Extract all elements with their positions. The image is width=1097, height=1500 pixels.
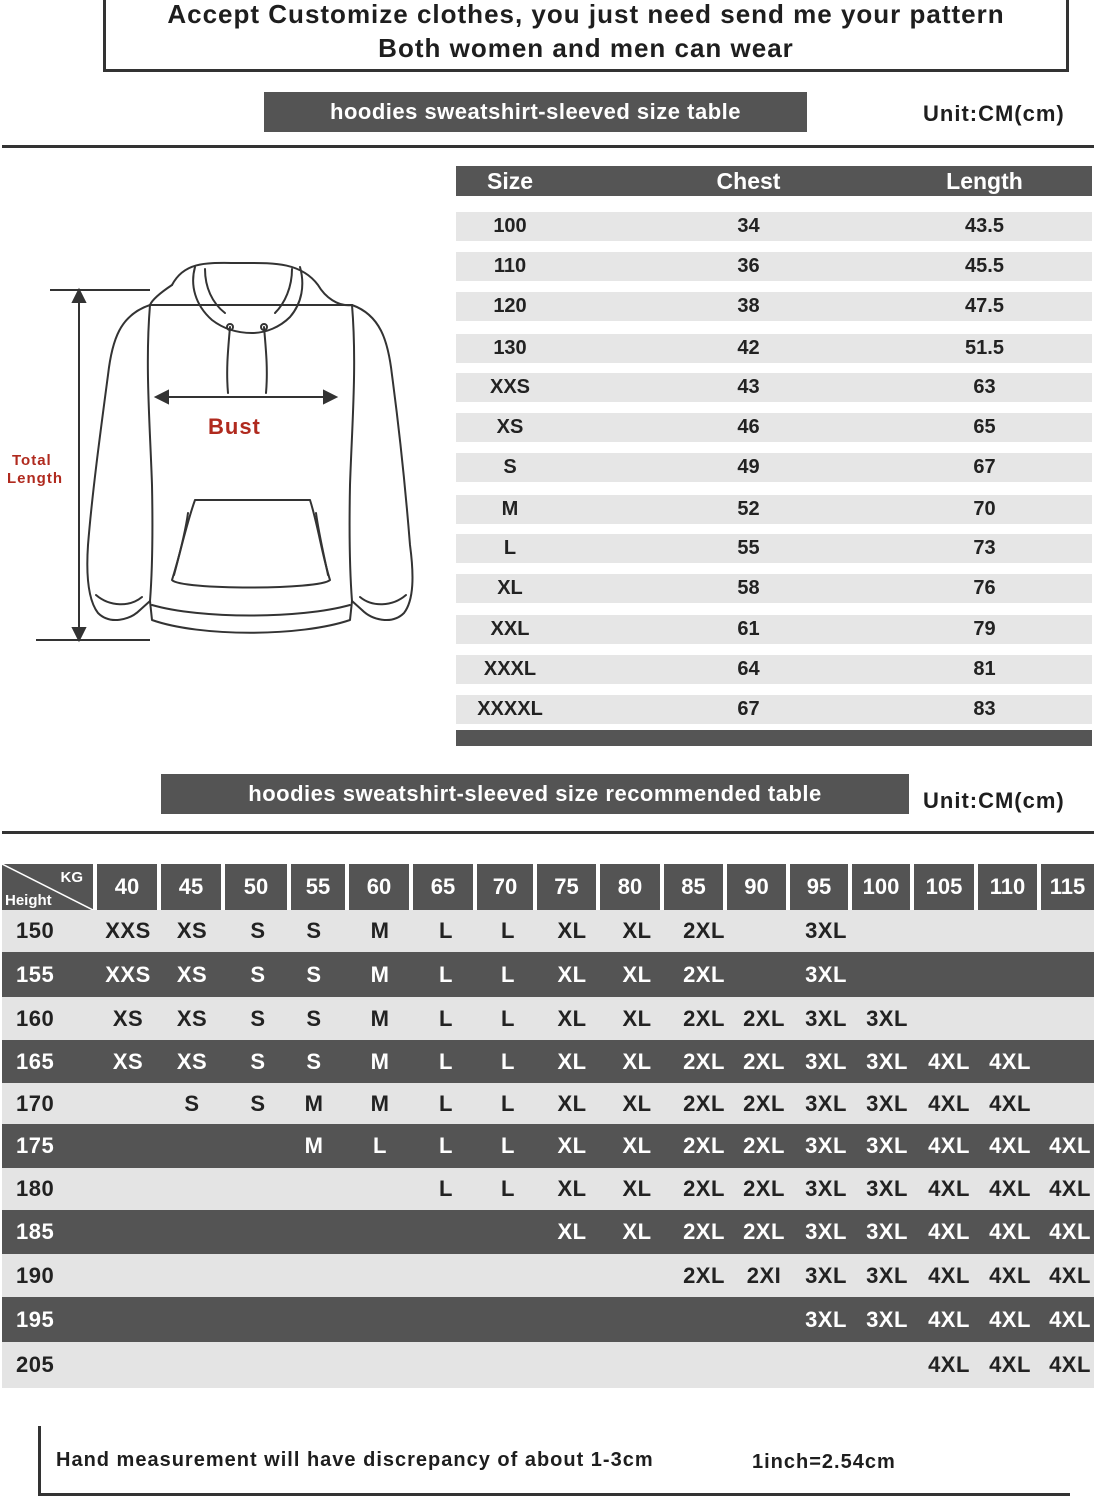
size-table-row — [456, 695, 1092, 724]
header-size: Size — [486, 167, 534, 194]
weight-header: 80 — [600, 864, 660, 910]
banner-line-2: Both women and men can wear — [378, 33, 794, 63]
size-recommendation-cell: 4XL — [1049, 1176, 1091, 1201]
size-recommendation-cell: XL — [557, 1176, 587, 1201]
size-recommendation-cell: 2XL — [683, 1219, 725, 1244]
size-cell: S — [503, 456, 517, 478]
size-recommendation-cell: 4XL — [1049, 1219, 1091, 1244]
size-table-footer-bar — [456, 730, 1092, 746]
size-recommendation-cell: 3XL — [866, 1090, 908, 1116]
size-recommendation-cell: 4XL — [928, 1306, 970, 1332]
chest-cell: 42 — [737, 337, 760, 359]
size-recommendation-cell: L — [439, 1005, 453, 1031]
size-recommendation-cell: L — [439, 1176, 453, 1201]
chest-cell: 49 — [737, 456, 760, 478]
size-cell: XXS — [489, 376, 531, 398]
size-recommendation-cell: S — [306, 1048, 322, 1074]
size-recommendation-cell: M — [370, 1005, 390, 1031]
size-recommendation-cell: XL — [557, 961, 587, 987]
chest-cell: 36 — [737, 255, 760, 277]
corner-kg: KG — [60, 869, 83, 886]
size-recommendation-cell: M — [304, 1090, 324, 1116]
height-cell: 150 — [16, 918, 55, 943]
size-recommendation-cell: XL — [557, 1005, 587, 1031]
bust-label: Bust — [208, 414, 261, 439]
size-recommendation-cell: XS — [112, 1005, 144, 1031]
size-recommendation-cell: 2XL — [743, 1005, 785, 1031]
footer-conversion: 1inch=2.54cm — [752, 1451, 896, 1473]
size-cell: 110 — [493, 255, 527, 277]
rec-table-row — [2, 1210, 1094, 1254]
size-recommendation-cell: 3XL — [805, 1048, 847, 1074]
size-recommendation-cell: 2XL — [743, 1133, 785, 1158]
rec-table-header — [0, 864, 1097, 910]
size-recommendation-cell: L — [501, 1176, 515, 1201]
size-cell: M — [501, 498, 519, 520]
rec-table-row — [2, 1297, 1094, 1342]
size-recommendation-cell: XS — [112, 1048, 144, 1074]
size-table-row — [456, 574, 1092, 603]
rec-table-row — [2, 1083, 1094, 1124]
rec-table-row — [2, 910, 1094, 952]
footer-note: Hand measurement will have discrepancy of about 1-3cm — [56, 1449, 654, 1471]
size-recommendation-cell: XS — [176, 1048, 208, 1074]
weight-header: 60 — [349, 864, 409, 910]
size-recommendation-cell: 3XL — [805, 1090, 847, 1116]
size-recommendation-cell: S — [306, 918, 322, 943]
chest-cell: 52 — [737, 498, 760, 520]
height-cell: 195 — [16, 1306, 55, 1332]
length-cell: 70 — [973, 498, 996, 520]
weight-header: 100 — [852, 864, 910, 910]
divider — [2, 145, 1094, 148]
size-recommendation-cell: 4XL — [989, 1219, 1031, 1244]
size-recommendation-cell: L — [501, 1005, 515, 1031]
banner-line-1: Accept Customize clothes, you just need send me your pattern — [167, 0, 1005, 29]
size-recommendation-cell: 2XL — [683, 1005, 725, 1031]
size-recommendation-cell: XS — [176, 961, 208, 987]
size-recommendation-cell: L — [501, 1048, 515, 1074]
size-recommendation-cell: 4XL — [989, 1048, 1031, 1074]
size-cell: XXL — [490, 618, 530, 640]
length-cell: 63 — [973, 376, 996, 398]
height-cell: 160 — [16, 1005, 55, 1031]
chest-cell: 34 — [737, 215, 760, 237]
size-recommendation-cell: 3XL — [805, 1176, 847, 1201]
size-cell: XL — [497, 577, 523, 599]
size-recommendation-cell: 3XL — [866, 1133, 908, 1158]
chest-cell: 55 — [737, 537, 760, 559]
rec-table-row — [2, 997, 1094, 1040]
size-recommendation-cell: 2XL — [683, 1048, 725, 1074]
chest-cell: 67 — [737, 698, 760, 720]
size-recommendation-cell: 3XL — [805, 961, 847, 987]
size-recommendation-cell: 2XL — [683, 1133, 725, 1158]
weight-header: 65 — [413, 864, 473, 910]
height-cell: 165 — [16, 1048, 55, 1074]
size-cell: XXXL — [483, 658, 537, 680]
size-recommendation-cell: 2XL — [743, 1219, 785, 1244]
length-cell: 79 — [973, 618, 996, 640]
chest-cell: 43 — [737, 376, 760, 398]
rec-table-unit: Unit:CM(cm) — [923, 788, 1065, 813]
length-cell: 51.5 — [965, 337, 1004, 359]
size-table-row — [456, 373, 1092, 402]
size-recommendation-cell: 2XL — [743, 1048, 785, 1074]
hoodie-diagram — [0, 245, 420, 655]
height-cell: 190 — [16, 1262, 55, 1288]
size-table-row — [456, 413, 1092, 442]
size-recommendation-cell: XL — [557, 1048, 587, 1074]
weight-header: 45 — [161, 864, 221, 910]
weight-header: 75 — [537, 864, 596, 910]
hoodie-illustration — [0, 245, 420, 655]
weight-header: 70 — [477, 864, 533, 910]
size-recommendation-cell: 4XL — [1049, 1262, 1091, 1288]
height-cell: 175 — [16, 1133, 55, 1158]
chest-cell: 61 — [737, 618, 760, 640]
rec-table-row — [2, 1254, 1094, 1297]
length-label: Length — [7, 470, 63, 487]
size-recommendation-cell: 2XL — [743, 1176, 785, 1201]
length-cell: 81 — [973, 658, 996, 680]
size-table-unit: Unit:CM(cm) — [923, 101, 1065, 126]
corner-height: Height — [5, 892, 52, 909]
size-recommendation-cell: XL — [557, 1219, 587, 1244]
length-cell: 83 — [973, 698, 996, 720]
weight-header: 95 — [790, 864, 848, 910]
size-recommendation-cell: L — [439, 918, 453, 943]
footer-left-rule — [38, 1426, 41, 1496]
length-cell: 47.5 — [965, 295, 1004, 317]
size-recommendation-cell: 4XL — [928, 1262, 970, 1288]
chest-cell: 46 — [737, 416, 760, 438]
header-chest: Chest — [716, 167, 781, 194]
size-recommendation-cell: 3XL — [866, 1306, 908, 1332]
size-recommendation-cell: 3XL — [805, 918, 847, 943]
size-recommendation-cell: M — [304, 1133, 324, 1158]
size-recommendation-cell: M — [370, 961, 390, 987]
length-cell: 43.5 — [965, 215, 1004, 237]
chest-cell: 58 — [737, 577, 760, 599]
size-recommendation-cell: 2XL — [683, 1090, 725, 1116]
size-recommendation-cell: 3XL — [866, 1005, 908, 1031]
weight-header: 50 — [225, 864, 287, 910]
size-recommendation-cell: XL — [622, 1133, 652, 1158]
size-recommendation-cell: 4XL — [989, 1306, 1031, 1332]
size-recommendation-cell: 2XL — [743, 1090, 785, 1116]
size-table-header — [456, 166, 1092, 196]
size-table-row — [456, 453, 1092, 482]
height-cell: 205 — [16, 1352, 55, 1377]
size-table-row — [456, 212, 1092, 241]
weight-header: 105 — [914, 864, 974, 910]
length-cell: 67 — [973, 456, 996, 478]
size-recommendation-cell: XL — [622, 918, 652, 943]
size-recommendation-cell: 2XL — [683, 1262, 725, 1288]
size-recommendation-cell: 3XL — [866, 1262, 908, 1288]
size-recommendation-cell: XL — [622, 961, 652, 987]
size-recommendation-cell: S — [250, 1005, 266, 1031]
top-banner — [103, 0, 1069, 72]
size-recommendation-cell: XL — [622, 1219, 652, 1244]
size-cell: 100 — [493, 215, 527, 237]
height-cell: 185 — [16, 1219, 55, 1244]
size-recommendation-cell: XL — [622, 1090, 652, 1116]
size-recommendation-cell: 3XL — [866, 1048, 908, 1074]
size-recommendation-cell: 2XL — [683, 1176, 725, 1201]
size-recommendation-cell: S — [250, 961, 266, 987]
weight-header: 40 — [97, 864, 157, 910]
size-table-row — [456, 615, 1092, 644]
total-label: Total — [12, 452, 52, 469]
size-recommendation-cell: 3XL — [866, 1176, 908, 1201]
size-table-row — [456, 655, 1092, 684]
size-table-row — [456, 534, 1092, 563]
rec-table-row — [2, 1342, 1094, 1388]
size-recommendation-cell: 2XL — [683, 918, 725, 943]
size-recommendation-cell: XL — [622, 1005, 652, 1031]
header-length: Length — [946, 167, 1023, 194]
size-recommendation-cell: 3XL — [805, 1306, 847, 1332]
size-recommendation-cell: 3XL — [805, 1262, 847, 1288]
size-recommendation-cell: L — [373, 1133, 387, 1158]
size-recommendation-cell: L — [439, 961, 453, 987]
size-recommendation-cell: L — [501, 918, 515, 943]
size-recommendation-cell: 4XL — [1049, 1352, 1091, 1377]
chest-cell: 38 — [737, 295, 760, 317]
size-table-title: hoodies sweatshirt-sleeved size table — [264, 92, 807, 132]
weight-header: 55 — [291, 864, 345, 910]
height-cell: 155 — [16, 961, 55, 987]
size-recommendation-cell: L — [501, 1090, 515, 1116]
size-recommendation-cell: M — [370, 918, 390, 943]
size-recommendation-cell: 4XL — [928, 1090, 970, 1116]
size-recommendation-cell: 3XL — [866, 1219, 908, 1244]
size-recommendation-cell: S — [250, 918, 266, 943]
size-recommendation-cell: XXS — [105, 961, 151, 987]
rec-table-title: hoodies sweatshirt-sleeved size recommended table — [161, 774, 909, 814]
chest-cell: 64 — [737, 658, 760, 680]
size-recommendation-cell: XL — [557, 1090, 587, 1116]
size-recommendation-cell: 4XL — [989, 1090, 1031, 1116]
weight-header: 110 — [978, 864, 1037, 910]
size-cell: XS — [496, 416, 524, 438]
size-recommendation-cell: XL — [622, 1176, 652, 1201]
size-recommendation-cell: 2XI — [746, 1262, 782, 1288]
footer-bottom-rule — [38, 1493, 1070, 1496]
size-recommendation-cell: XS — [176, 918, 208, 943]
size-recommendation-cell: XL — [557, 1133, 587, 1158]
size-recommendation-cell: 4XL — [989, 1262, 1031, 1288]
size-recommendation-cell: S — [306, 1005, 322, 1031]
size-recommendation-cell: XL — [622, 1048, 652, 1074]
size-table-row — [456, 495, 1092, 524]
size-recommendation-cell: 4XL — [928, 1219, 970, 1244]
size-recommendation-cell: 4XL — [928, 1176, 970, 1201]
rec-table-row — [2, 1040, 1094, 1083]
size-recommendation-cell: 2XL — [683, 961, 725, 987]
size-recommendation-cell: L — [501, 961, 515, 987]
weight-header: 90 — [727, 864, 786, 910]
size-cell: 120 — [493, 295, 527, 317]
size-recommendation-cell: S — [184, 1090, 200, 1116]
size-recommendation-cell: L — [439, 1090, 453, 1116]
weight-header: 115 — [1041, 864, 1094, 910]
rec-table-row — [2, 1124, 1094, 1168]
size-recommendation-cell: 4XL — [989, 1352, 1031, 1377]
weight-header: 85 — [664, 864, 723, 910]
size-recommendation-cell: XS — [176, 1005, 208, 1031]
size-cell: XXXXL — [477, 698, 543, 720]
size-recommendation-cell: L — [501, 1133, 515, 1158]
size-recommendation-cell: S — [306, 961, 322, 987]
size-recommendation-cell: XXS — [105, 918, 151, 943]
height-cell: 180 — [16, 1176, 55, 1201]
size-recommendation-cell: 4XL — [1049, 1306, 1091, 1332]
size-recommendation-cell: 4XL — [989, 1133, 1031, 1158]
size-recommendation-cell: S — [250, 1048, 266, 1074]
rec-table-row — [2, 1168, 1094, 1210]
size-table-row — [456, 252, 1092, 281]
size-recommendation-cell: 3XL — [805, 1219, 847, 1244]
size-recommendation-cell: S — [250, 1090, 266, 1116]
size-recommendation-cell: 4XL — [928, 1133, 970, 1158]
size-recommendation-cell: M — [370, 1090, 390, 1116]
size-recommendation-cell: 3XL — [805, 1133, 847, 1158]
length-cell: 76 — [973, 577, 996, 599]
length-cell: 73 — [973, 537, 996, 559]
size-recommendation-cell: 4XL — [928, 1352, 970, 1377]
size-recommendation-cell: L — [439, 1048, 453, 1074]
divider-2 — [2, 831, 1094, 834]
size-recommendation-cell: 3XL — [805, 1005, 847, 1031]
size-table-row — [456, 292, 1092, 321]
corner-cell — [2, 864, 93, 910]
rec-table-row — [2, 952, 1094, 997]
height-cell: 170 — [16, 1090, 55, 1116]
size-recommendation-cell: L — [439, 1133, 453, 1158]
size-recommendation-cell: 4XL — [928, 1048, 970, 1074]
size-recommendation-cell: 4XL — [1049, 1133, 1091, 1158]
length-cell: 65 — [973, 416, 996, 438]
size-recommendation-cell: 4XL — [989, 1176, 1031, 1201]
size-recommendation-cell: XL — [557, 918, 587, 943]
size-recommendation-cell: M — [370, 1048, 390, 1074]
length-cell: 45.5 — [965, 255, 1004, 277]
size-table-row — [456, 334, 1092, 363]
size-cell: L — [503, 537, 517, 559]
size-cell: 130 — [493, 337, 527, 359]
